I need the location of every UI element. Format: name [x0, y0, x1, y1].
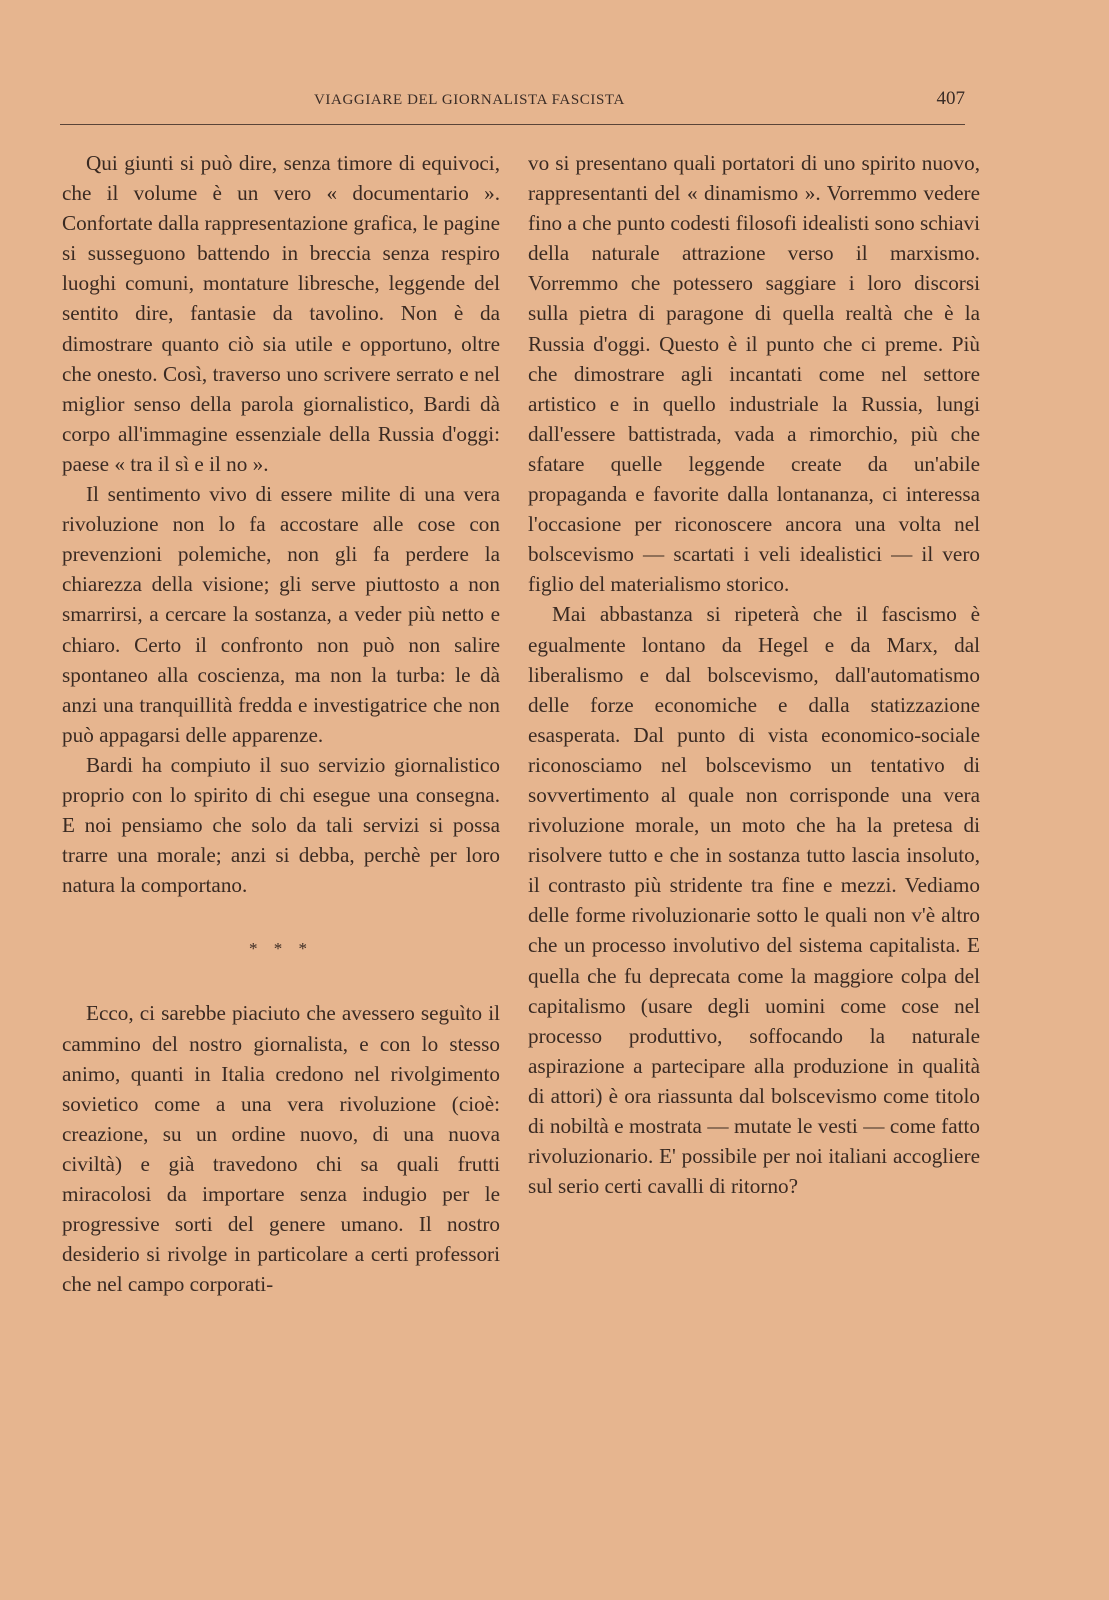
page-number: 407 [936, 88, 965, 109]
paragraph: Mai abbastanza si ripeterà che il fascismo è egualmente lontano da Hegel e da Marx, dal liberalismo e dal bolscevismo, dall'automatismo delle forze economiche e dalla statizzazione esasperata. Dal punto di vista economico-sociale riconosciamo nel bolscevismo un tentativo di sovvertimento al quale non corrisponde una vera rivoluzione morale, un moto che ha la pretesa di risolvere tutto e che in sostanza tutto lascia insoluto, il contrasto più stridente tra fine e mezzi. Vediamo delle forme rivoluzionarie sotto le quali non v'è altro che un processo involutivo del sistema capitalista. E quella che fu deprecata come la maggiore colpa del capitalismo (usare degli uomini come cose nel processo produttivo, soffocando la naturale aspirazione a partecipare alla produzione in qualità di attori) è ora riassunta dal bolscevismo come titolo di nobiltà e mostrata — mutate le vesti — come fatto rivoluzionario. E' possibile per noi italiani accogliere sul serio certi cavalli di ritorno? [528, 602, 980, 1199]
section-separator: * * * [249, 939, 313, 959]
paragraph: Il sentimento vivo di essere milite di una vera rivoluzione non lo fa accostare alle cose con prevenzioni polemiche, non gli fa perdere la chiarezza della visione; gli serve piuttosto a non smarrirsi, a cercare la sostanza, a veder più netto e chiaro. Certo il confronto non può non salire spontaneo alla coscienza, ma non la turba: le dà anzi una tranquillità fredda e investigatrice che non può appagarsi delle apparenze. [62, 482, 500, 747]
paragraph: Bardi ha compiuto il suo servizio giornalistico proprio con lo spirito di chi esegue una consegna. E noi pensiamo che solo da tali servizi si possa trarre una morale; anzi si debba, perchè per loro natura la comportano. [62, 752, 500, 898]
right-column [528, 148, 980, 1201]
page-header [60, 88, 965, 122]
paragraph: Qui giunti si può dire, senza timore di equivoci, che il volume è un vero « documentario ». Confortate dalla rappresentazione grafica, le pagine si susseguono battendo in breccia senza respiro luoghi comuni, montature libresche, leggende del sentito dire, fantasie da tavolino. Non è da dimostrare quanto ciò sia utile e opportuno, oltre che onesto. Così, traverso uno scrivere serrato e nel miglior senso della parola giornalistico, Bardi dà corpo all'immagine essenziale della Russia d'oggi: paese « tra il sì e il no ». [62, 151, 500, 476]
left-column [62, 148, 500, 1299]
header-rule [60, 124, 965, 125]
running-head: VIAGGIARE DEL GIORNALISTA FASCISTA [314, 92, 625, 108]
paragraph: vo si presentano quali portatori di uno spirito nuovo, rappresentanti del « dinamismo ». Vorremmo vedere fino a che punto codesti filosofi idealisti sono schiavi della naturale attrazione verso il marxismo. Vorremmo che potessero saggiare i loro discorsi sulla pietra di paragone di quella realtà che è la Russia d'oggi. Questo è il punto che ci preme. Più che dimostrare agli incantati come nel settore artistico e in quello industriale la Russia, lungi dall'essere battistrada, vada a rimorchio, più che sfatare quelle leggende create da un'abile propaganda e favorite dalla lontananza, ci interessa l'occasione per riconoscere ancora una volta nel bolscevismo — scartati i veli idealistici — il vero figlio del materialismo storico. [528, 151, 980, 597]
paragraph: Ecco, ci sarebbe piaciuto che avessero seguìto il cammino del nostro giornalista, e con lo stesso animo, quanti in Italia credono nel rivolgimento sovietico come a una vera rivoluzione (cioè: creazione, su un ordine nuovo, di una nuova civiltà) e già travedono chi sa quali frutti miracolosi da importare senza indugio per le progressive sorti del genere umano. Il nostro desiderio si rivolge in particolare a certi professori che nel campo corporati- [62, 1001, 500, 1297]
